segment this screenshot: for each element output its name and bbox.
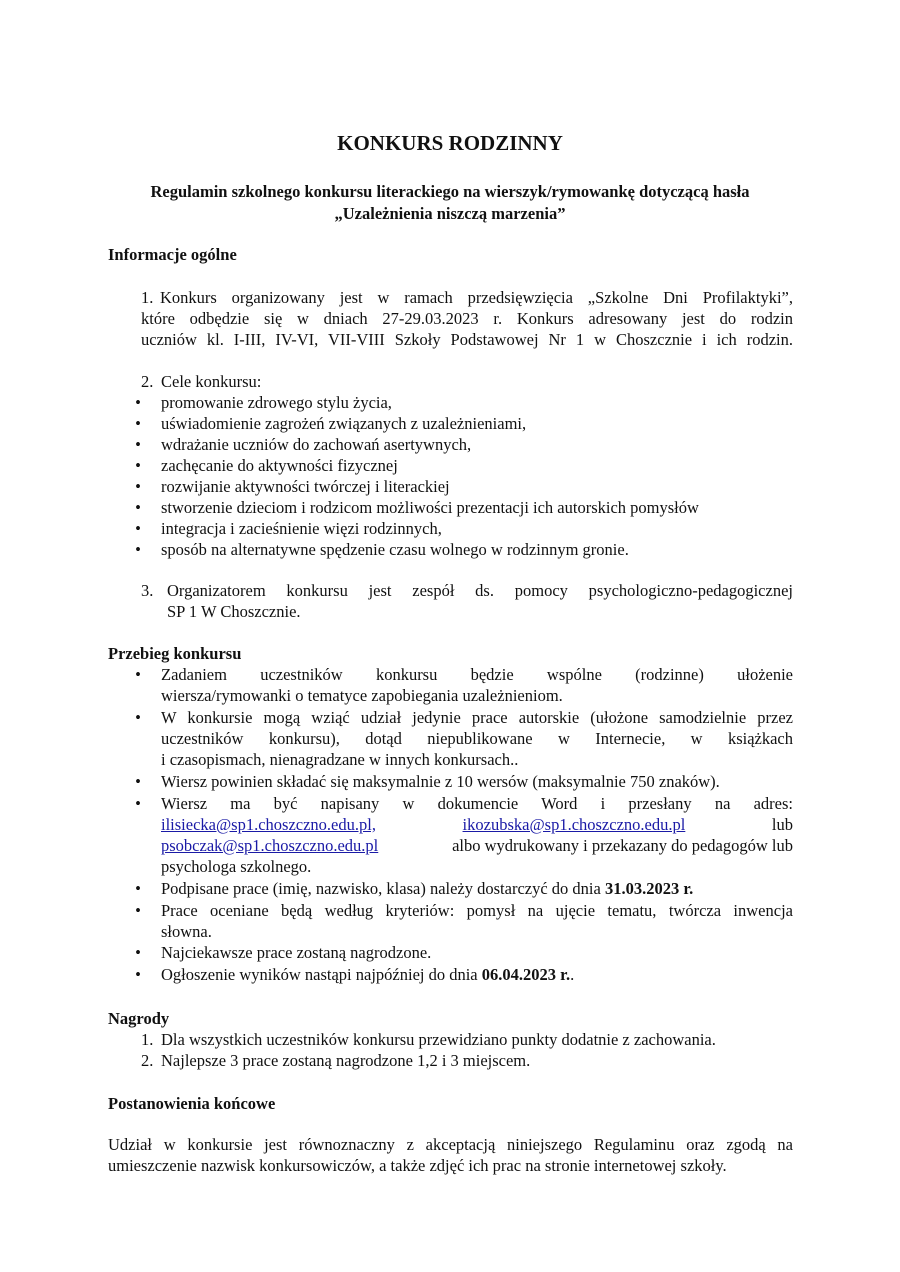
general-paragraph-3 <box>167 580 793 622</box>
results-date: 06.04.2023 r. <box>481 965 571 984</box>
paragraph-line: Konkurs organizowany jest w ramach przedsięwzięcia „Szkolne Dni Profilaktyki”, <box>160 288 793 307</box>
bullet-icon: • <box>135 414 141 433</box>
bullet-icon: • <box>135 794 141 813</box>
deadline-date: 31.03.2023 r. <box>604 879 694 898</box>
prize-text: Dla wszystkich uczestników konkursu przewidziano punkty dodatnie z zachowania. <box>161 1030 716 1049</box>
document-subtitle <box>90 181 810 225</box>
bullet-icon: • <box>135 435 141 454</box>
general-paragraph-1 <box>141 287 793 350</box>
email-row: ilisiecka@sp1.choszczno.edu.pl, ikozubska@sp1.choszczno.edu.pl lub <box>161 815 793 834</box>
bullet-icon: • <box>135 901 141 920</box>
bullet-icon: • <box>135 965 141 984</box>
bullet-icon: • <box>135 943 141 962</box>
goals-label: Cele konkursu: <box>161 372 262 391</box>
email-link-psobczak[interactable]: psobczak@sp1.choszczno.edu.pl <box>161 836 379 855</box>
section-heading-general: Informacje ogólne <box>108 245 237 264</box>
paragraph-number: 3. <box>141 581 154 600</box>
paragraph-line: Udział w konkursie jest równoznaczny z akceptacją niniejszego Regulaminu oraz zgodą na <box>108 1135 793 1154</box>
bullet-icon: • <box>135 772 141 791</box>
paragraph-line: które odbędzie się w dniach 27-29.03.2023 r. Konkurs adresowany jest do rodzin <box>141 309 793 328</box>
bullet-icon: • <box>135 477 141 496</box>
email-row: psobczak@sp1.choszczno.edu.pl albo wydrukowany i przekazany do pedagogów lub <box>161 836 793 855</box>
section-heading-final: Postanowienia końcowe <box>108 1094 276 1113</box>
paragraph-number: 2. <box>141 372 154 391</box>
bullet-icon: • <box>135 519 141 538</box>
bullet-icon: • <box>135 708 141 727</box>
bullet-icon: • <box>135 498 141 517</box>
paragraph-number: 1. <box>141 288 154 307</box>
email-link-ilisiecka[interactable]: ilisiecka@sp1.choszczno.edu.pl, <box>161 815 376 834</box>
final-paragraph <box>108 1134 793 1176</box>
paragraph-line: umieszczenie nazwisk konkursowiczów, a także zdjęć ich prac na stronie internetowej szkoły. <box>108 1156 727 1175</box>
section-heading-prizes: Nagrody <box>108 1009 170 1028</box>
paragraph-line: SP 1 W Choszcznie. <box>167 602 301 621</box>
email-link-ikozubska[interactable]: ikozubska@sp1.choszczno.edu.pl <box>462 815 686 834</box>
paragraph-line: Organizatorem konkursu jest zespół ds. pomocy psychologiczno-pedagogicznej <box>167 581 793 600</box>
subtitle-line-1: Regulamin szkolnego konkursu literackiego na wierszyk/rymowankę dotyczącą hasła <box>150 182 750 201</box>
prize-number: 1. <box>141 1030 154 1049</box>
prize-number: 2. <box>141 1051 154 1070</box>
subtitle-line-2: „Uzależnienia niszczą marzenia” <box>334 204 566 223</box>
bullet-icon: • <box>135 879 141 898</box>
bullet-icon: • <box>135 393 141 412</box>
document-page: KONKURS RODZINNY Regulamin szkolnego konkursu literackiego na wierszyk/rymowankę dotyczącą hasła „Uzależnienia niszczą marzenia” Informacje ogólne 1. Konkurs organizowany jest w ramach przedsięwzięcia „Szkolne Dni Profilaktyki”, które odbędzie się w dniach 27-29.03.2023 r. Konkurs adresowany jest do rodzin uczniów kl. I-III, IV-VI, VII-VIII Szkoły Podstawowej Nr 1 w Choszcznie i ich rodzin. 2. Cele konkursu: • promowanie zdrowego stylu życia, • uświadomienie zagrożeń związanych z uzależnieniami, • wdrażanie uczniów do zachowań asertywnych, • zachęcanie do aktywności fizycznej • rozwijanie aktywności twórczej i literackiej • stworzenie dzieciom i rodzicom możliwości prezentacji ich autorskich pomysłów • integracja i zacieśnienie więzi rodzinnych, • sposób na alternatywne spędzenie czasu wolnego w rodzinnym gronie. 3. Organizatorem konkursu jest zespół ds. pomocy psychologiczno-pedagogicznej SP 1 W Choszcznie. Przebieg konkursu • Zadaniem uczestników konkursu będzie wspólne (rodzinne) ułożenie wiersza/rymowanki o tematyce zapobiegania uzależnieniom. • W konkursie mogą wziąć udział jedynie prace autorskie (ułożone samodzielnie przez uczestników konkursu), dotąd niepublikowane w Internecie, w książkach i czasopismach, nienagradzane w innych konkursach.. • Wiersz powinien składać się maksymalnie z 10 wersów (maksymalnie 750 znaków). • Wiersz ma być napisany w dokumencie Word i przesłany na adres: ilisiecka@sp1.choszczno.edu.pl, ikozubska@sp1.choszczno.edu.pl lub psobczak@sp1.choszczno.edu.pl albo wydrukowany i przekazany do pedagogów lub psychologa szkolnego. • Podpisane prace (imię, nazwisko, klasa) należy dostarczyć do dnia 31.03.2023 r. • Prace oceniane będą według kryteriów: pomysł na ujęcie tematu, twórcza inwencja słowna. • Najciekawsze prace zostaną nagrodzone. • Ogłoszenie wyników nastąpi najpóźniej do dnia 06.04.2023 r.. Nagrody 1. Dla wszystkich uczestników konkursu przewidziano punkty dodatnie z zachowania. 2. Najlepsze 3 prace zostaną nagrodzone 1,2 i 3 miejscem. Postanowienia końcowe Udział w konkursie jest równoznaczny z akceptacją niniejszego Regulaminu oraz zgodą na umieszczenie nazwisk konkursowiczów, a także zdjęć ich prac na stronie internetowej szkoły. <box>0 0 900 1272</box>
bullet-icon: • <box>135 665 141 684</box>
section-heading-course: Przebieg konkursu <box>108 644 242 663</box>
document-title: KONKURS RODZINNY <box>337 131 563 155</box>
bullet-icon: • <box>135 540 141 559</box>
paragraph-line: uczniów kl. I-III, IV-VI, VII-VIII Szkoły Podstawowej Nr 1 w Choszcznie i ich rodzin. <box>141 330 793 349</box>
bullet-icon: • <box>135 456 141 475</box>
prize-text: Najlepsze 3 prace zostaną nagrodzone 1,2 i 3 miejscem. <box>161 1051 531 1070</box>
